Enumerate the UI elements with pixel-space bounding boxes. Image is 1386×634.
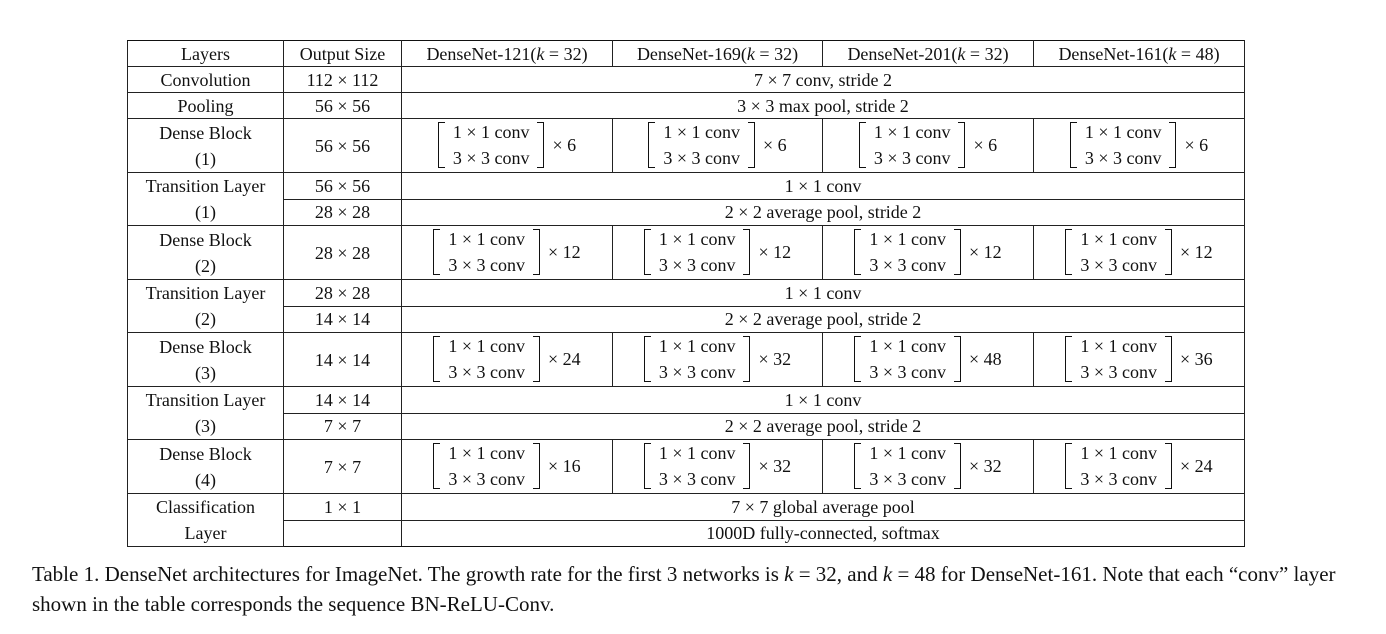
table-row-classification-a <box>128 494 1245 521</box>
layer-name: Dense Block (2) <box>128 226 284 280</box>
output-size: 7 × 7 <box>284 440 402 494</box>
layer-desc: 7 × 7 global average pool <box>402 494 1245 521</box>
table-row-transition-2b <box>128 306 1245 333</box>
output-size: 28 × 28 <box>284 226 402 280</box>
output-size: 56 × 56 <box>284 173 402 200</box>
dense-block-cell: 1 × 1 conv 3 × 3 conv × 32 <box>823 440 1034 494</box>
dense-block-cell: 1 × 1 conv 3 × 3 conv × 24 <box>402 333 613 387</box>
layer-desc: 1 × 1 conv <box>402 173 1245 200</box>
dense-block-cell: 1 × 1 conv 3 × 3 conv × 6 <box>823 119 1034 173</box>
dense-block-cell: 1 × 1 conv 3 × 3 conv × 12 <box>402 226 613 280</box>
output-size: 14 × 14 <box>284 333 402 387</box>
table-row-dense-block-1 <box>128 119 1245 173</box>
output-size: 112 × 112 <box>284 67 402 93</box>
table-row-dense-block-2 <box>128 226 1245 280</box>
output-size: 28 × 28 <box>284 199 402 226</box>
output-size: 14 × 14 <box>284 306 402 333</box>
header-net-2: DenseNet-201(k = 32) <box>823 41 1034 67</box>
layer-name: Classification Layer <box>128 494 284 547</box>
dense-block-cell: 1 × 1 conv 3 × 3 conv × 6 <box>1034 119 1245 173</box>
layer-name: Transition Layer (1) <box>128 173 284 226</box>
table-row-transition-3b <box>128 413 1245 440</box>
output-size: 56 × 56 <box>284 93 402 119</box>
dense-block-cell: 1 × 1 conv 3 × 3 conv × 48 <box>823 333 1034 387</box>
dense-block-cell: 1 × 1 conv 3 × 3 conv × 36 <box>1034 333 1245 387</box>
output-size: 1 × 1 <box>284 494 402 521</box>
header-layers: Layers <box>128 41 284 67</box>
layer-name: Transition Layer (2) <box>128 280 284 333</box>
densenet-architecture-table <box>127 40 1245 547</box>
header-net-3: DenseNet-161(k = 48) <box>1034 41 1245 67</box>
table-row-pooling <box>128 93 1245 119</box>
dense-block-cell: 1 × 1 conv 3 × 3 conv × 6 <box>613 119 823 173</box>
table-header-row <box>128 41 1245 67</box>
table-caption: Table 1. DenseNet architectures for ImageNet. The growth rate for the first 3 networks is k = 32, and k = 48 for DenseNet-161. Note that each “conv” layer shown in the table corresponds the sequence BN-ReLU-Conv. <box>32 562 1336 616</box>
output-size: 56 × 56 <box>284 119 402 173</box>
table-row-transition-1a <box>128 173 1245 200</box>
layer-desc: 7 × 7 conv, stride 2 <box>402 67 1245 93</box>
dense-block-cell: 1 × 1 conv 3 × 3 conv × 32 <box>613 333 823 387</box>
output-size <box>284 520 402 547</box>
layer-desc: 2 × 2 average pool, stride 2 <box>402 199 1245 226</box>
dense-block-cell: 1 × 1 conv 3 × 3 conv × 6 <box>402 119 613 173</box>
layer-desc: 3 × 3 max pool, stride 2 <box>402 93 1245 119</box>
layer-desc: 2 × 2 average pool, stride 2 <box>402 413 1245 440</box>
layer-name: Transition Layer (3) <box>128 387 284 440</box>
dense-block-cell: 1 × 1 conv 3 × 3 conv × 12 <box>613 226 823 280</box>
layer-name: Dense Block (3) <box>128 333 284 387</box>
dense-block-cell: 1 × 1 conv 3 × 3 conv × 24 <box>1034 440 1245 494</box>
output-size: 7 × 7 <box>284 413 402 440</box>
layer-desc: 2 × 2 average pool, stride 2 <box>402 306 1245 333</box>
header-net-0: DenseNet-121(k = 32) <box>402 41 613 67</box>
header-output-size: Output Size <box>284 41 402 67</box>
dense-block-cell: 1 × 1 conv 3 × 3 conv × 32 <box>613 440 823 494</box>
table-row-convolution <box>128 67 1245 93</box>
layer-desc: 1 × 1 conv <box>402 387 1245 414</box>
dense-block-cell: 1 × 1 conv 3 × 3 conv × 12 <box>1034 226 1245 280</box>
table-row-transition-1b <box>128 199 1245 226</box>
table-row-transition-2a <box>128 280 1245 307</box>
layer-desc: 1 × 1 conv <box>402 280 1245 307</box>
layer-name: Convolution <box>128 67 284 93</box>
layer-name: Dense Block (1) <box>128 119 284 173</box>
table-row-classification-b <box>128 520 1245 547</box>
table-row-transition-3a <box>128 387 1245 414</box>
table-row-dense-block-4 <box>128 440 1245 494</box>
layer-name: Dense Block (4) <box>128 440 284 494</box>
layer-name: Pooling <box>128 93 284 119</box>
dense-block-cell: 1 × 1 conv 3 × 3 conv × 16 <box>402 440 613 494</box>
header-net-1: DenseNet-169(k = 32) <box>613 41 823 67</box>
output-size: 28 × 28 <box>284 280 402 307</box>
table-row-dense-block-3 <box>128 333 1245 387</box>
output-size: 14 × 14 <box>284 387 402 414</box>
layer-desc: 1000D fully-connected, softmax <box>402 520 1245 547</box>
dense-block-cell: 1 × 1 conv 3 × 3 conv × 12 <box>823 226 1034 280</box>
